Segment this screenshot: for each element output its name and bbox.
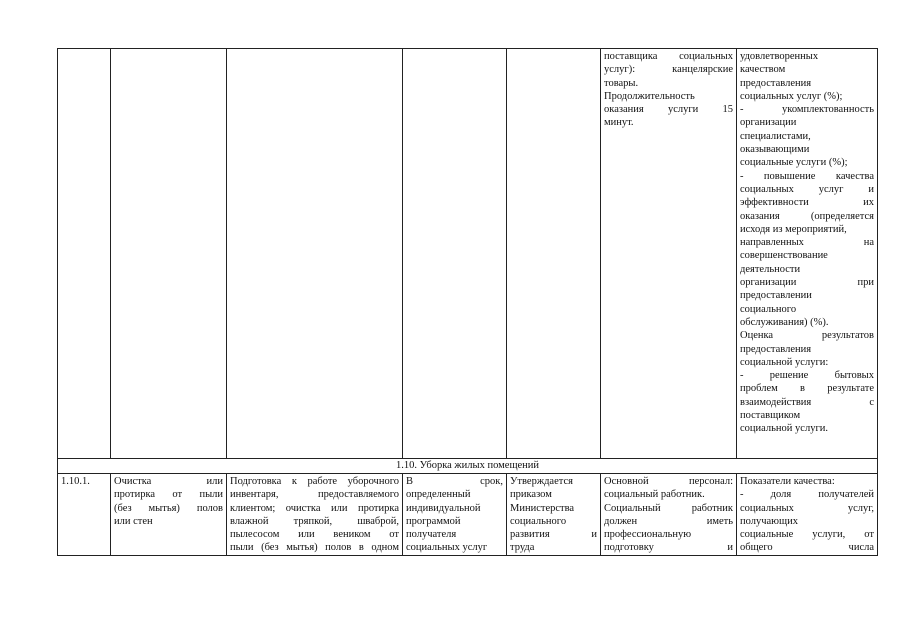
text-line: труда (510, 542, 535, 554)
text-line: товары. (604, 77, 639, 89)
text-line: - повышение качества (740, 170, 874, 182)
text-line: получающих (740, 515, 798, 527)
text-line: проблем в результате (740, 383, 874, 395)
text-line: инвентаря, предоставляемого (230, 489, 399, 501)
cell-term (403, 474, 507, 556)
section-title: 1.10. Уборка жилых помещений (58, 459, 878, 474)
text-line: клиентом; очистка или протирка (230, 502, 399, 514)
cell-tariff (507, 49, 601, 459)
text-line: взаимодействия с (740, 396, 874, 408)
text-line: социального (510, 515, 567, 527)
text-line: развития и (510, 529, 597, 541)
text-line: получателя (406, 529, 457, 541)
text-line: влажной тряпкой, шваброй, (230, 515, 399, 527)
text-line: протирка от пыли (114, 489, 223, 501)
cell-number (58, 49, 111, 459)
text-line: оказывающими (740, 144, 810, 156)
text-line: обслуживания) (%). (740, 316, 829, 328)
cell-indicators (737, 474, 878, 556)
text-line: удовлетворенных (740, 51, 819, 62)
text-line: пыли (без мытья) полов в одном (230, 542, 399, 554)
cell-term (403, 49, 507, 459)
text-line: индивидуальной (406, 502, 481, 514)
text-line: социальных услуг (406, 542, 488, 554)
text-line: приказом (510, 489, 552, 501)
text-line: социальный работник. (604, 489, 705, 501)
text-line: организации при (740, 277, 874, 289)
table-row-continued (58, 49, 878, 459)
text-line: Показатели качества: (740, 476, 835, 487)
text-line: совершенствование (740, 250, 828, 262)
text-line: программой (406, 515, 461, 527)
text-line: - доля получателей (740, 489, 874, 501)
cell-conditions (601, 49, 737, 459)
text-line: социальные услуги (%); (740, 157, 848, 169)
text-line: поставщика социальных (604, 51, 733, 62)
text-line: пылесосом или веником от (230, 529, 399, 541)
text-line: определенный (406, 489, 471, 501)
section-header-row (58, 459, 878, 474)
text-line: направленных на (740, 237, 874, 249)
text-line: Утверждается (510, 476, 573, 487)
text-line: Подготовка к работе уборочного (230, 476, 399, 487)
text-line: подготовку и (604, 542, 733, 554)
cell-description (227, 49, 403, 459)
text-line: оказания услуги 15 (604, 104, 733, 116)
cell-tariff (507, 474, 601, 556)
text-line: Министерства (510, 502, 575, 514)
text-line: должен иметь (604, 515, 733, 527)
text-line: социальной услуги. (740, 423, 828, 435)
text-line: социальные услуги, от (740, 529, 874, 541)
text-line: организации (740, 117, 797, 129)
text-line: деятельности (740, 263, 801, 275)
text-line: исходя из мероприятий, (740, 223, 847, 235)
text-line: общего числа (740, 542, 874, 554)
text-line: социальных услуг (%); (740, 90, 843, 102)
text-line: услуг): канцелярские (604, 64, 733, 76)
text-line: социальных услуг, (740, 502, 874, 514)
text-line: предоставлении (740, 290, 812, 302)
text-line: социальной услуги: (740, 356, 829, 368)
text-line: (без мытья) полов (114, 502, 223, 514)
text-line: минут. (604, 117, 634, 129)
cell-name (111, 474, 227, 556)
text-line: - укомплектованность (740, 104, 874, 116)
text-line: качеством (740, 64, 786, 76)
text-line: Продолжительность (604, 90, 695, 102)
text-line: социальных услуг и (740, 183, 874, 195)
text-line: предоставления (740, 343, 812, 355)
text-line: профессиональную (604, 529, 692, 541)
service-number: 1.10.1. (61, 476, 90, 487)
text-line: В срок, (406, 476, 503, 487)
text-line: Социальный работник (604, 502, 733, 514)
text-line: или стен (114, 515, 153, 527)
text-line: оказания (определяется (740, 210, 874, 222)
cell-indicators (737, 49, 878, 459)
cell-conditions (601, 474, 737, 556)
cell-number (58, 474, 111, 556)
text-line: эффективности их (740, 197, 874, 209)
text-line: предоставления (740, 77, 812, 89)
text-line: Основной персонал: (604, 476, 733, 487)
services-table (57, 48, 878, 556)
text-line: поставщиком (740, 410, 801, 422)
text-line: - решение бытовых (740, 370, 874, 382)
table-row-service (58, 474, 878, 556)
text-line: Оценка результатов (740, 330, 874, 342)
cell-name (111, 49, 227, 459)
text-line: Очистка или (114, 476, 223, 487)
text-line: специалистами, (740, 130, 811, 142)
text-line: социального (740, 303, 797, 315)
cell-description (227, 474, 403, 556)
